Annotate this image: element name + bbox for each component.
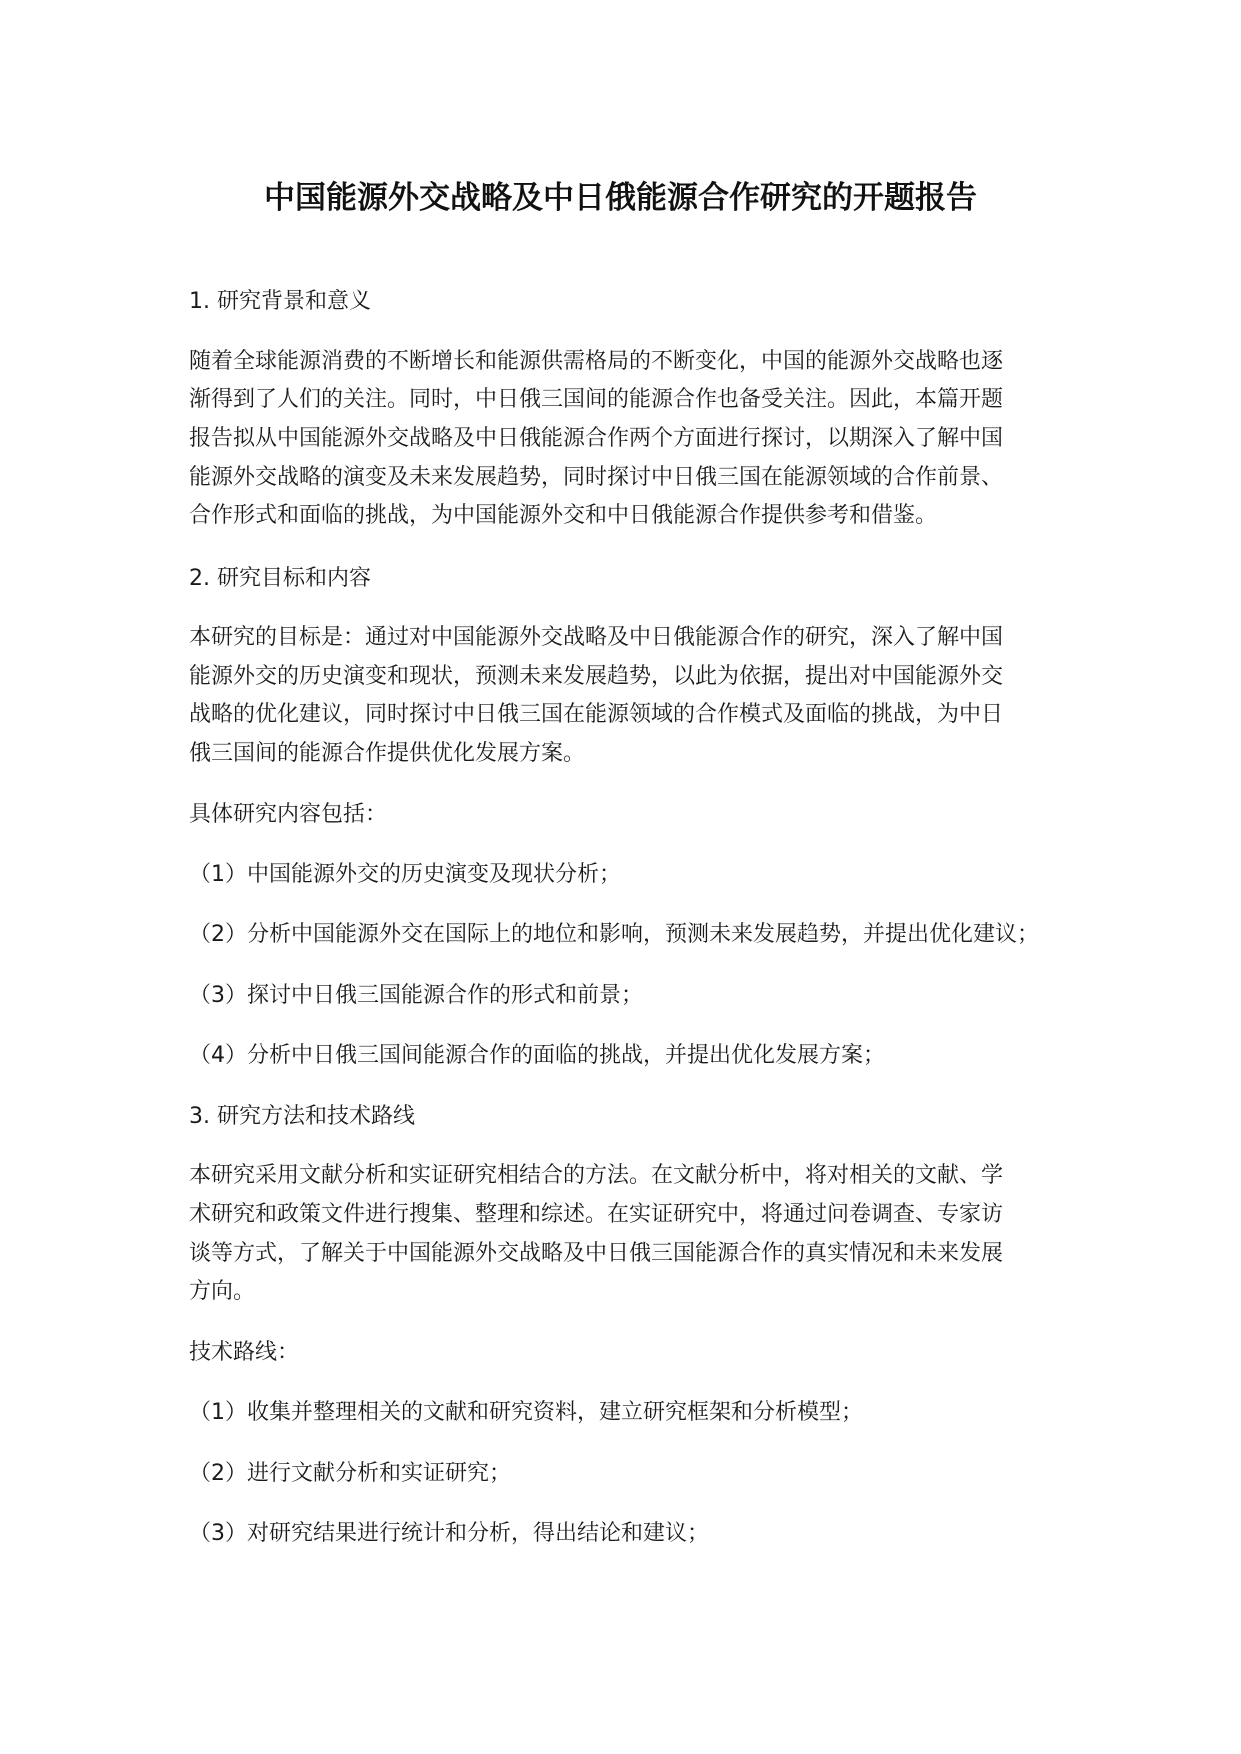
paragraph-line: 谈等方式，了解关于中国能源外交战略及中日俄三国能源合作的真实情况和未来发展 (189, 1241, 1004, 1266)
document-title: 中国能源外交战略及中日俄能源合作研究的开题报告 (264, 180, 977, 216)
paragraph-line: 报告拟从中国能源外交战略及中日俄能源合作两个方面进行探讨，以期深入了解中国 (189, 426, 1004, 451)
list-item: （4）分析中日俄三国间能源合作的面临的挑战，并提出优化发展方案； (189, 1043, 885, 1068)
list-item: （2）分析中国能源外交在国际上的地位和影响，预测未来发展趋势，并提出优化建议； (189, 922, 1039, 947)
paragraph-line: 本研究采用文献分析和实证研究相结合的方法。在文献分析中，将对相关的文献、学 (189, 1163, 1004, 1188)
paragraph-line: 本研究的目标是：通过对中国能源外交战略及中日俄能源合作的研究，深入了解中国 (189, 625, 1004, 650)
route-intro: 技术路线： (189, 1340, 300, 1365)
section-heading-objectives: 2. 研究目标和内容 (189, 566, 371, 591)
list-item: （2）进行文献分析和实证研究； (189, 1461, 511, 1486)
paragraph-line: 俄三国间的能源合作提供优化发展方案。 (189, 741, 586, 766)
list-item: （1）收集并整理相关的文献和研究资料，建立研究框架和分析模型； (189, 1400, 863, 1425)
paragraph-line: 随着全球能源消费的不断增长和能源供需格局的不断变化，中国的能源外交战略也逐 (189, 349, 1004, 374)
section-heading-methods: 3. 研究方法和技术路线 (189, 1104, 415, 1129)
list-item: （3）探讨中日俄三国能源合作的形式和前景； (189, 983, 643, 1008)
paragraph-line: 术研究和政策文件进行搜集、整理和综述。在实证研究中，将通过问卷调查、专家访 (189, 1202, 1004, 1227)
list-item: （1）中国能源外交的历史演变及现状分析； (189, 862, 621, 887)
paragraph-line: 能源外交的历史演变和现状，预测未来发展趋势，以此为依据，提出对中国能源外交 (189, 664, 1004, 689)
paragraph-line: 合作形式和面临的挑战，为中国能源外交和中日俄能源合作提供参考和借鉴。 (189, 503, 938, 528)
paragraph-line: 战略的优化建议，同时探讨中日俄三国在能源领域的合作模式及面临的挑战，为中日 (189, 702, 1004, 727)
paragraph-line: 渐得到了人们的关注。同时，中日俄三国间的能源合作也备受关注。因此，本篇开题 (189, 387, 1004, 412)
content-intro: 具体研究内容包括： (189, 802, 388, 827)
paragraph-line: 能源外交战略的演变及未来发展趋势，同时探讨中日俄三国在能源领域的合作前景、 (189, 465, 1004, 490)
section-heading-background: 1. 研究背景和意义 (189, 289, 371, 314)
paragraph-line: 方向。 (189, 1279, 256, 1304)
list-item: （3）对研究结果进行统计和分析，得出结论和建议； (189, 1521, 709, 1546)
